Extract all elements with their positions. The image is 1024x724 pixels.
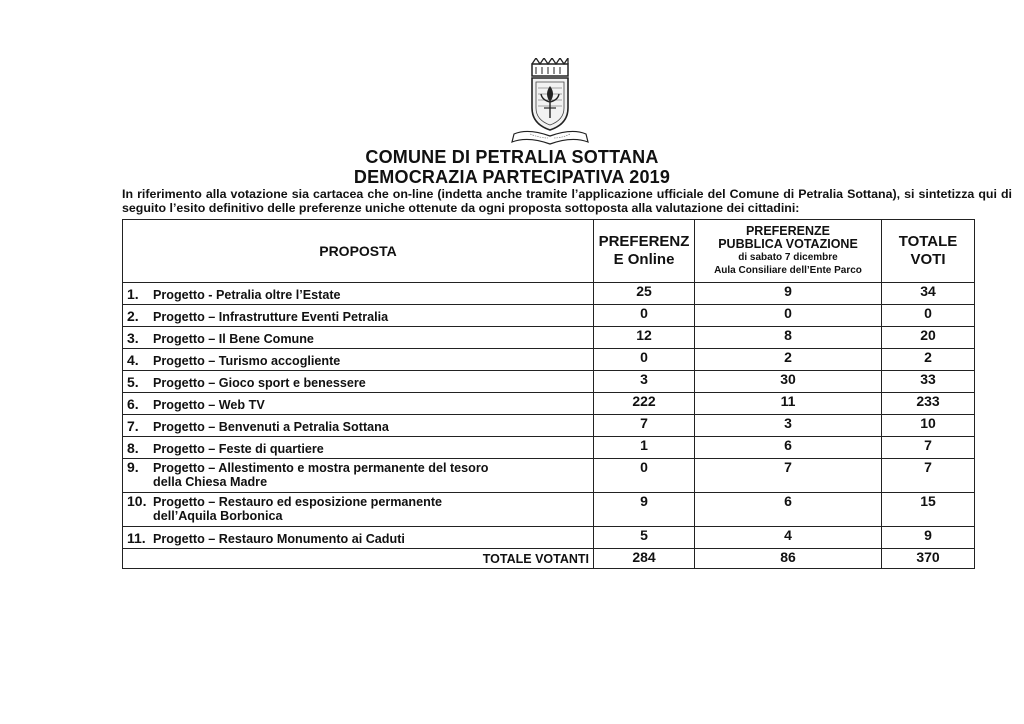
online-votes: 0 [594, 349, 695, 371]
online-votes: 0 [594, 459, 695, 493]
proposal-title-continued: della Chiesa Madre [153, 475, 268, 489]
online-votes: 12 [594, 327, 695, 349]
online-votes: 222 [594, 393, 695, 415]
header-public-line2: PUBBLICA VOTAZIONE [718, 237, 858, 251]
totals-public: 86 [695, 549, 882, 569]
online-votes: 0 [594, 305, 695, 327]
total-votes: 15 [882, 493, 975, 527]
proposal-name [123, 283, 594, 305]
total-votes: 7 [882, 459, 975, 493]
public-votes: 6 [695, 493, 882, 527]
proposal-number: 6. [127, 395, 139, 412]
totals-label: TOTALE VOTANTI [123, 549, 594, 569]
table-row [123, 283, 975, 305]
online-votes: 9 [594, 493, 695, 527]
proposal-number: 8. [127, 439, 139, 456]
proposal-title: Progetto – Benvenuti a Petralia Sottana [153, 419, 389, 434]
proposal-title: Progetto – Allestimento e mostra permanente del tesoro [153, 461, 489, 475]
header-totale-voti [882, 220, 975, 283]
total-votes: 0 [882, 305, 975, 327]
results-table [122, 219, 975, 569]
proposal-name [123, 493, 594, 527]
proposal-title: Progetto – Feste di quartiere [153, 441, 324, 456]
municipal-coat-of-arms-icon [508, 58, 592, 148]
table-row [123, 493, 975, 527]
proposal-number: 11. [127, 529, 146, 546]
table-row [123, 393, 975, 415]
proposal-number: 4. [127, 351, 139, 368]
public-votes: 2 [695, 349, 882, 371]
proposal-name [123, 527, 594, 549]
online-votes: 1 [594, 437, 695, 459]
online-votes: 25 [594, 283, 695, 305]
header-online-line1: PREFERENZ [598, 233, 690, 250]
public-votes: 6 [695, 437, 882, 459]
proposal-number: 5. [127, 373, 139, 390]
proposal-title: Progetto – Infrastrutture Eventi Petralia [153, 309, 389, 324]
table-row [123, 349, 975, 371]
total-votes: 2 [882, 349, 975, 371]
page-subtitle: DEMOCRAZIA PARTECIPATIVA 2019 [353, 167, 671, 187]
total-votes: 9 [882, 527, 975, 549]
proposal-number: 7. [127, 417, 139, 434]
proposal-title: Progetto – Il Bene Comune [153, 331, 314, 346]
public-votes: 3 [695, 415, 882, 437]
proposal-number: 1. [127, 285, 139, 302]
proposal-title: Progetto – Restauro ed esposizione permanente [153, 495, 443, 509]
online-votes: 5 [594, 527, 695, 549]
proposal-number: 2. [127, 307, 139, 324]
table-row [123, 527, 975, 549]
header-public-line4: Aula Consiliare dell’Ente Parco [714, 265, 862, 276]
proposal-title: Progetto – Gioco sport e benessere [153, 375, 366, 390]
proposal-name [123, 415, 594, 437]
public-votes: 8 [695, 327, 882, 349]
intro-paragraph: In riferimento alla votazione sia cartacea che on-line (indetta anche tramite l’applicazione ufficiale del Comune di Petralia Sottana), si sintetizza qui di seguito l’esito definitivo delle preferenze uniche ottenute da ogni proposta sottoposta alla valutazione dei cittadini: [122, 187, 1012, 215]
proposal-name [123, 371, 594, 393]
header-preferenze-online [594, 220, 695, 283]
total-votes: 233 [882, 393, 975, 415]
proposal-title: Progetto – Web TV [153, 397, 265, 412]
totals-online: 284 [594, 549, 695, 569]
proposal-name [123, 349, 594, 371]
public-votes: 0 [695, 305, 882, 327]
public-votes: 30 [695, 371, 882, 393]
proposal-name [123, 305, 594, 327]
proposal-name [123, 393, 594, 415]
page-title: COMUNE DI PETRALIA SOTTANA [365, 147, 659, 167]
proposal-number: 3. [127, 329, 139, 346]
table-header-row [123, 220, 975, 283]
header-total-line2: VOTI [910, 251, 946, 268]
proposal-name [123, 459, 594, 493]
header-proposta: PROPOSTA [123, 220, 594, 283]
header-public-line3: di sabato 7 dicembre [738, 252, 838, 263]
table-row [123, 437, 975, 459]
totals-row [123, 549, 975, 569]
total-votes: 33 [882, 371, 975, 393]
table-row [123, 305, 975, 327]
header-online-line2: E Online [613, 251, 675, 268]
header-total-line1: TOTALE [898, 233, 958, 250]
online-votes: 7 [594, 415, 695, 437]
table-row [123, 459, 975, 493]
public-votes: 4 [695, 527, 882, 549]
proposal-number: 10. [127, 493, 147, 509]
public-votes: 7 [695, 459, 882, 493]
table-row [123, 327, 975, 349]
table-row [123, 415, 975, 437]
total-votes: 20 [882, 327, 975, 349]
total-votes: 7 [882, 437, 975, 459]
total-votes: 10 [882, 415, 975, 437]
table-row [123, 371, 975, 393]
proposal-name [123, 437, 594, 459]
proposal-title: Progetto – Turismo accogliente [153, 353, 341, 368]
public-votes: 9 [695, 283, 882, 305]
total-votes: 34 [882, 283, 975, 305]
proposal-title: Progetto - Petralia oltre l’Estate [153, 287, 341, 302]
proposal-number: 9. [127, 459, 139, 475]
header-pubblica-votazione [695, 220, 882, 283]
totals-total: 370 [882, 549, 975, 569]
proposal-title-continued: dell’Aquila Borbonica [153, 509, 283, 523]
proposal-name [123, 327, 594, 349]
public-votes: 11 [695, 393, 882, 415]
online-votes: 3 [594, 371, 695, 393]
proposal-title: Progetto – Restauro Monumento ai Caduti [153, 531, 405, 546]
header-public-line1: PREFERENZE [745, 224, 831, 238]
